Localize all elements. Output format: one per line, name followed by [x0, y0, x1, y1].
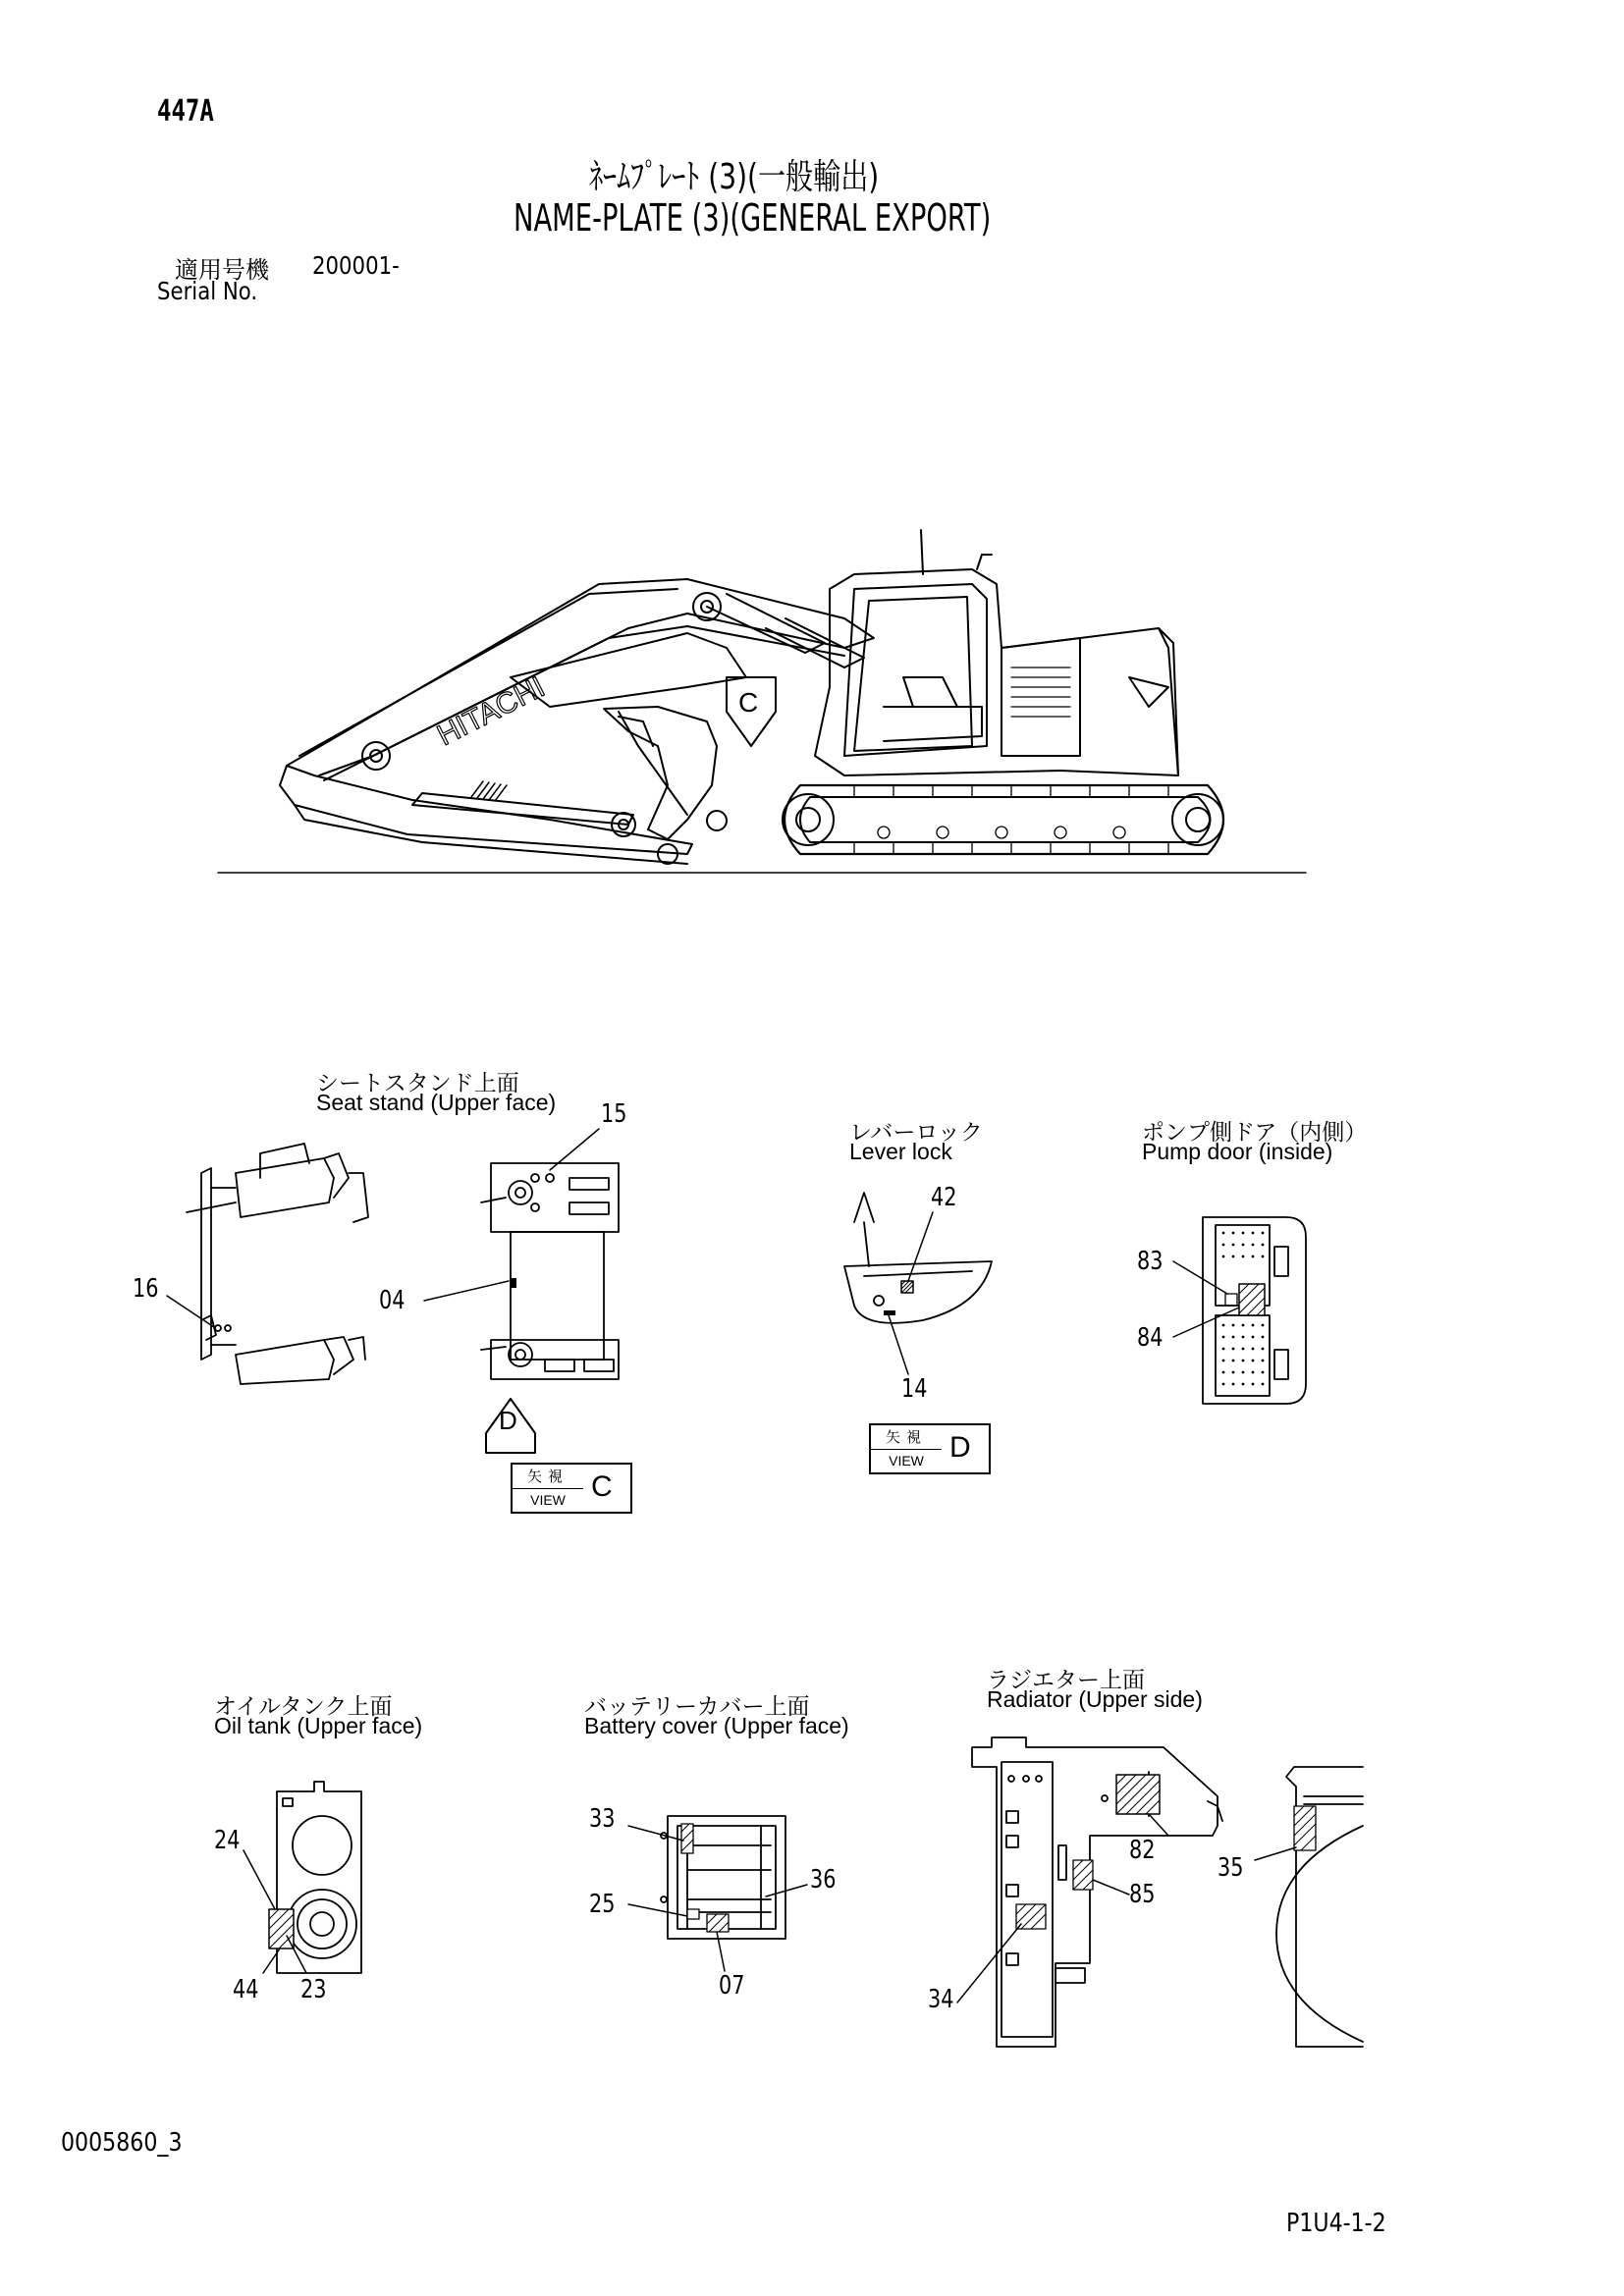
battery-cover-title-jp: バッテリーカバー上面 [584, 1693, 810, 1719]
callout-85: 85 [1129, 1880, 1156, 1909]
serial-label-jp: 適用号機 [175, 256, 269, 284]
view-d-en: VIEW [889, 1453, 924, 1468]
callout-25: 25 [589, 1890, 616, 1919]
serial-value: 200001- [312, 251, 400, 280]
oil-tank-title-jp: オイルタンク上面 [214, 1693, 393, 1719]
callout-16: 16 [133, 1274, 159, 1304]
title-japanese: ﾈｰﾑﾌﾟﾚｰﾄ (3)(一般輸出) [589, 157, 880, 197]
view-d-letter: D [949, 1431, 971, 1464]
oil-tank-title-en: Oil tank (Upper face) [214, 1713, 423, 1738]
page-ref: P1U4-1-2 [1286, 2209, 1386, 2238]
callout-34: 34 [928, 1985, 954, 2014]
view-c-letter: C [591, 1470, 613, 1503]
radiator-title-en: Radiator (Upper side) [987, 1686, 1203, 1712]
callout-15: 15 [601, 1099, 627, 1129]
doc-number: 0005860_3 [61, 2128, 183, 2158]
battery-cover-title-en: Battery cover (Upper face) [584, 1713, 849, 1738]
seat-stand-title-en: Seat stand (Upper face) [316, 1090, 557, 1115]
callout-42: 42 [931, 1183, 957, 1212]
lever-lock-title-jp: レバーロック [849, 1119, 983, 1145]
pump-door-title-en: Pump door (inside) [1142, 1139, 1333, 1164]
view-c-label-box [511, 1463, 632, 1514]
view-d-label-box [869, 1423, 991, 1474]
callout-36: 36 [810, 1865, 837, 1895]
title-english: NAME-PLATE (3)(GENERAL EXPORT) [514, 196, 992, 240]
serial-label-en: Serial No. [157, 277, 258, 305]
radiator-title-jp: ラジエター上面 [987, 1667, 1145, 1692]
callout-35: 35 [1218, 1853, 1244, 1883]
callout-23: 23 [300, 1975, 327, 2004]
view-d-marker: D [499, 1406, 517, 1435]
callout-24: 24 [214, 1826, 241, 1855]
callout-44: 44 [233, 1975, 259, 2004]
boom-brand-text: HITACHI [432, 670, 551, 753]
callout-84: 84 [1137, 1323, 1164, 1353]
callout-07: 07 [719, 1971, 745, 2001]
pump-door-title-jp: ポンプ側ドア（内側） [1142, 1119, 1368, 1145]
view-c-jp: 矢視 [513, 1465, 583, 1489]
view-c-en: VIEW [530, 1492, 566, 1508]
page-code: 447A [157, 94, 214, 129]
callout-82: 82 [1129, 1836, 1156, 1865]
view-c-marker: C [738, 687, 759, 718]
callout-83: 83 [1137, 1247, 1164, 1276]
lever-lock-title-en: Lever lock [849, 1139, 952, 1164]
callout-33: 33 [589, 1804, 616, 1834]
callout-04: 04 [379, 1286, 406, 1315]
view-d-jp: 矢視 [871, 1425, 942, 1450]
callout-14: 14 [901, 1374, 928, 1404]
seat-stand-title-jp: シートスタンド上面 [316, 1070, 519, 1095]
